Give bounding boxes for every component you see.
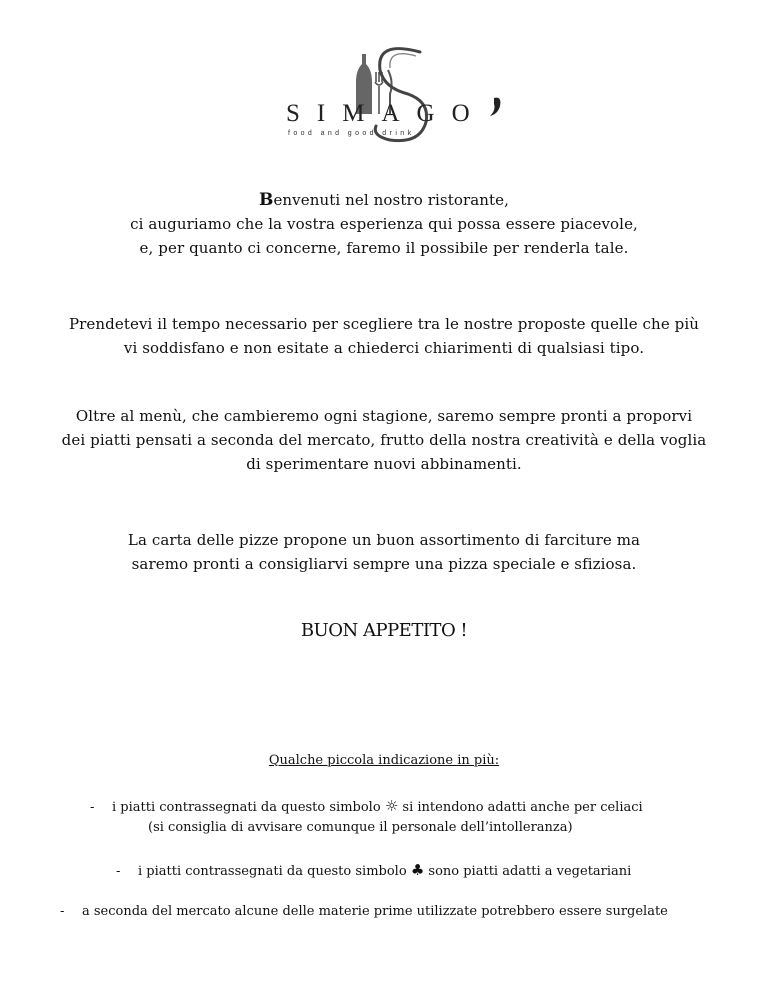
note-frozen-text: a seconda del mercato alcune delle materie prime utilizzate potrebbero essere surgelate bbox=[82, 904, 668, 919]
menu-choice-line-1: Prendetevi il tempo necessario per scegliere tra le nostre proposte quelle che più bbox=[68, 315, 700, 333]
welcome-line-2: ci auguriamo che la vostra esperienza qui possa essere piacevole, bbox=[130, 215, 638, 233]
note-frozen bbox=[60, 902, 668, 922]
welcome-line-1: envenuti nel nostro ristorante, bbox=[273, 191, 510, 209]
note-vegetarian-text: i piatti contrassegnati da questo simbolo bbox=[138, 864, 407, 879]
pizza-paragraph bbox=[20, 528, 748, 576]
pizza-line-1: La carta delle pizze propone un buon assortimento di farciture ma bbox=[127, 531, 641, 549]
restaurant-logo bbox=[280, 42, 510, 147]
welcome-paragraph bbox=[20, 188, 748, 260]
note-celiac bbox=[90, 796, 643, 818]
sun-icon: ☼ bbox=[384, 797, 399, 815]
note-vegetarian-text-end: sono piatti adatti a vegetariani bbox=[428, 864, 632, 879]
drop-cap: B bbox=[258, 190, 274, 210]
menu-choice-paragraph bbox=[20, 312, 748, 360]
bullet-dash: - bbox=[60, 904, 65, 919]
club-icon: ♣ bbox=[410, 861, 425, 879]
welcome-line-3: e, per quanto ci concerne, faremo il possibile per renderla tale. bbox=[139, 239, 629, 257]
note-vegetarian bbox=[116, 860, 631, 882]
pizza-line-2: saremo pronti a consigliarvi sempre una pizza speciale e sfiziosa. bbox=[131, 555, 637, 573]
seasonal-line-2: dei piatti pensati a seconda del mercato, frutto della nostra creatività e della voglia bbox=[61, 431, 707, 449]
logo-tagline: food and good drink bbox=[288, 130, 415, 137]
closing-greeting: BUON APPETITO ! bbox=[300, 620, 468, 641]
bullet-dash: - bbox=[116, 864, 121, 879]
note-celiac-text: i piatti contrassegnati da questo simbolo bbox=[112, 800, 381, 815]
menu-choice-line-2: vi soddisfano e non esitate a chiederci chiarimenti di qualsiasi tipo. bbox=[123, 339, 645, 357]
notes-title: Qualche piccola indicazione in più: bbox=[268, 753, 500, 768]
seasonal-line-3: di sperimentare nuovi abbinamenti. bbox=[246, 455, 522, 473]
logo-wordmark: SIMAGO bbox=[286, 100, 487, 127]
seasonal-line-1: Oltre al menù, che cambieremo ogni stagione, saremo sempre pronti a proporvi bbox=[75, 407, 693, 425]
seasonal-menu-paragraph bbox=[20, 404, 748, 476]
note-celiac-text-end: si intendono adatti anche per celiaci bbox=[402, 800, 643, 815]
bullet-dash: - bbox=[90, 800, 95, 815]
note-celiac-advice: (si consiglia di avvisare comunque il personale dell’intolleranza) bbox=[148, 820, 573, 835]
